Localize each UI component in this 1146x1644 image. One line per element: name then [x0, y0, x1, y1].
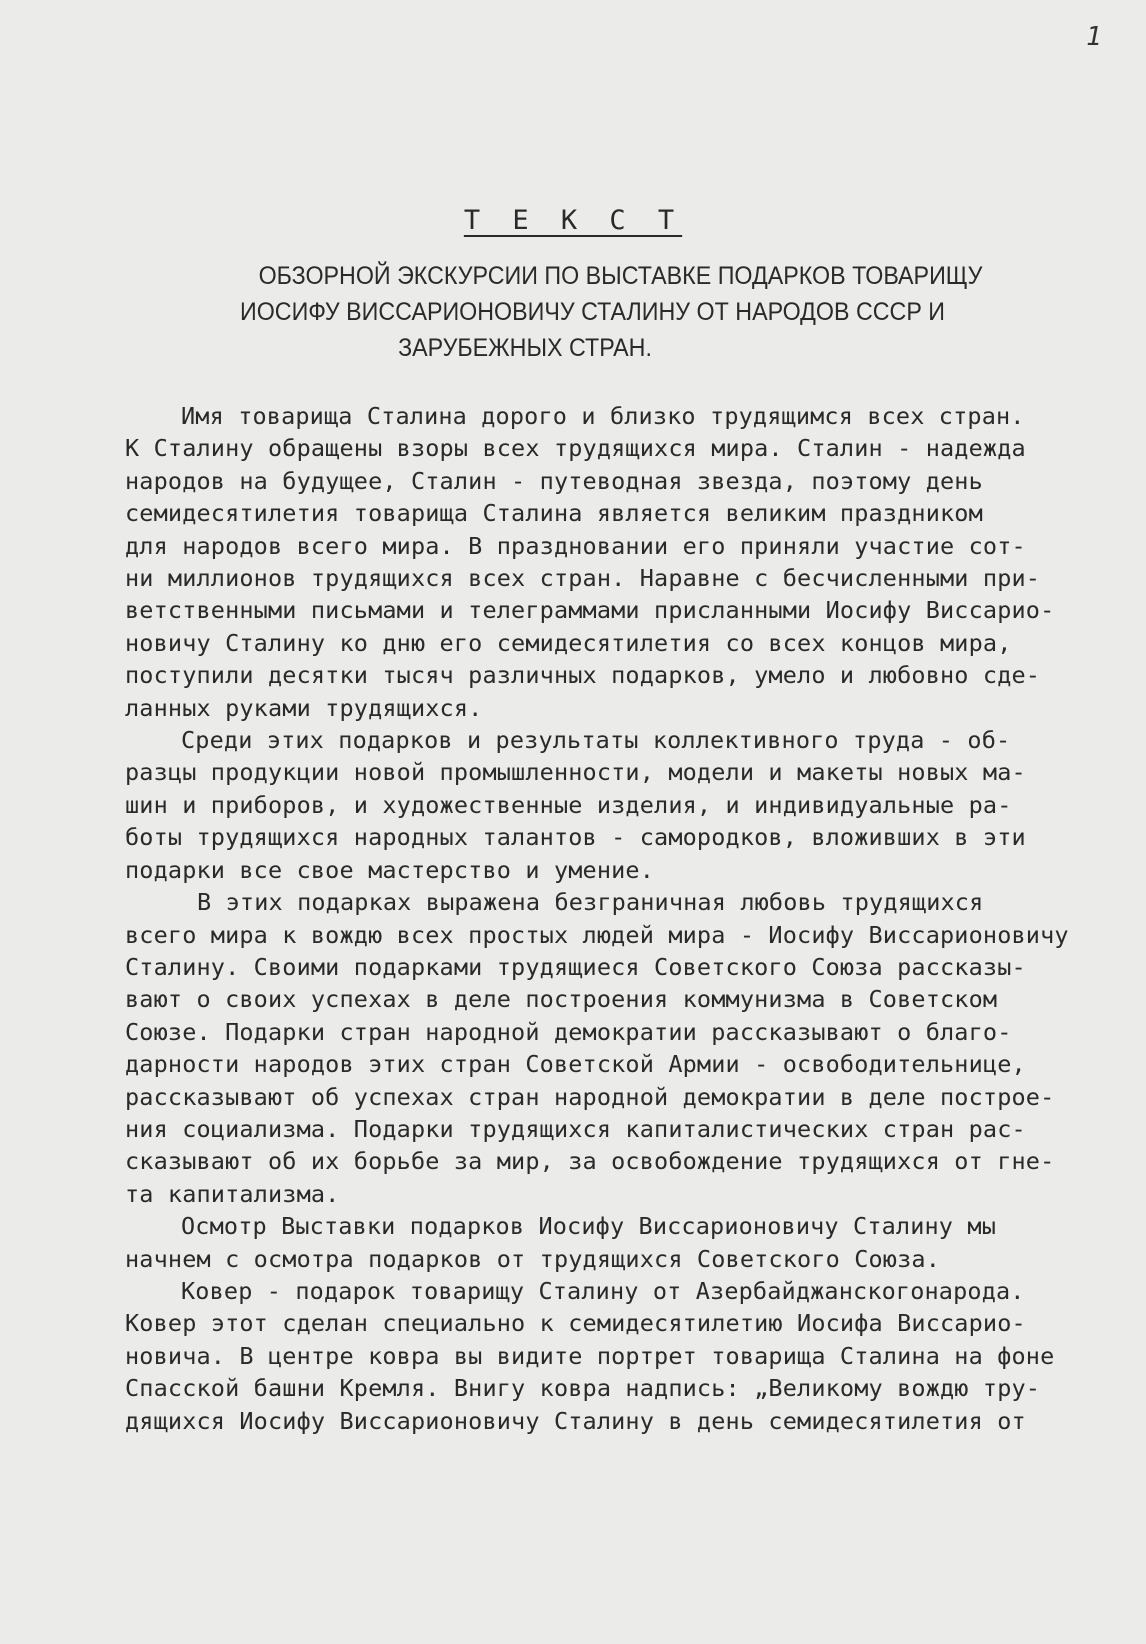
body-line: начнем с осмотра подарков от трудящихся Советского Союза. [125, 1244, 940, 1273]
body-line: сказывают об их борьбе за мир, за освобождение трудящихся от гне- [125, 1147, 1055, 1176]
body-line: разцы продукции новой промышленности, модели и макеты новых ма- [125, 758, 1026, 787]
subtitle-line: ОБЗОРНОЙ ЭКСКУРСИИ ПО ВЫСТАВКЕ ПОДАРКОВ ТОВАРИЩУ [258, 262, 983, 290]
body-line: поступили десятки тысяч различных подарков, умело и любовно сде- [125, 661, 1041, 690]
document-title: Т Е К С Т [463, 205, 683, 236]
body-line: Ковер - подарок товарищу Сталину от Азербайджанскогонарода. [181, 1276, 1025, 1305]
body-line: ланных руками трудящихся. [125, 693, 483, 722]
body-line: семидесятилетия товарища Сталина является великим праздником [125, 499, 983, 528]
body-line: В этих подарках выражена безграничная любовь трудящихся [197, 888, 984, 917]
body-line: новича. В центре ковра вы видите портрет товарища Сталина на фоне [125, 1341, 1055, 1370]
body-line: ветственными письмами и телеграммами присланными Иосифу Виссарио- [125, 596, 1055, 625]
body-line: Союзе. Подарки стран народной демократии рассказывают о благо- [125, 1017, 1012, 1046]
body-line: боты трудящихся народных талантов - самородков, вложивших в эти [125, 823, 1026, 852]
page-number: 1 [1086, 22, 1102, 52]
body-line: рассказывают об успехах стран народной демократии в деле построе- [125, 1082, 1055, 1111]
body-line: шин и приборов, и художественные изделия, и индивидуальные ра- [125, 790, 1012, 819]
body-line: ния социализма. Подарки трудящихся капиталистических стран рас- [125, 1114, 1026, 1143]
body-line: для народов всего мира. В праздновании его приняли участие сот- [125, 531, 1026, 560]
document-body [125, 400, 1085, 1437]
body-line: дящихся Иосифу Виссарионовичу Сталину в день семидесятилетия от [125, 1406, 1026, 1435]
document-subtitle [240, 258, 983, 366]
body-line: всего мира к вождю всех простых людей мира - Иосифу Виссарионовичу [125, 920, 1069, 949]
body-line: вают о своих успехах в деле построения коммунизма в Советском [125, 985, 998, 1014]
body-line: Ковер этот сделан специально к семидесятилетию Иосифа Виссарио- [125, 1309, 1026, 1338]
body-line: новичу Сталину ко дню его семидесятилетия со всех концов мира, [125, 628, 1012, 657]
body-line: К Сталину обращены взоры всех трудящихся мира. Сталин - надежда [125, 434, 1026, 463]
body-line: ни миллионов трудящихся всех стран. Наравне с бесчисленными при- [125, 564, 1041, 593]
body-line: Среди этих подарков и результаты коллективного труда - об- [181, 726, 1011, 755]
body-line: подарки все свое мастерство и умение. [125, 855, 655, 884]
body-line: та капитализма. [125, 1179, 340, 1208]
body-line: Имя товарища Сталина дорого и близко трудящимся всех стран. [181, 402, 1025, 430]
body-line: народов на будущее, Сталин - путеводная звезда, поэтому день [125, 466, 983, 495]
subtitle-line: ИОСИФУ ВИССАРИОНОВИЧУ СТАЛИНУ ОТ НАРОДОВ СССР И [240, 298, 945, 326]
body-line: Спасской башни Кремля. Внигу ковра надпись: „Великому вождю тру- [125, 1374, 1041, 1403]
body-line: Осмотр Выставки подарков Иосифу Виссарионовичу Сталину мы [181, 1212, 996, 1241]
body-line: Сталину. Своими подарками трудящиеся Советского Союза рассказы- [125, 952, 1026, 981]
subtitle-line: ЗАРУБЕЖНЫХ СТРАН. [398, 334, 652, 362]
body-line: дарности народов этих стран Советской Армии - освободительнице, [125, 1050, 1026, 1079]
